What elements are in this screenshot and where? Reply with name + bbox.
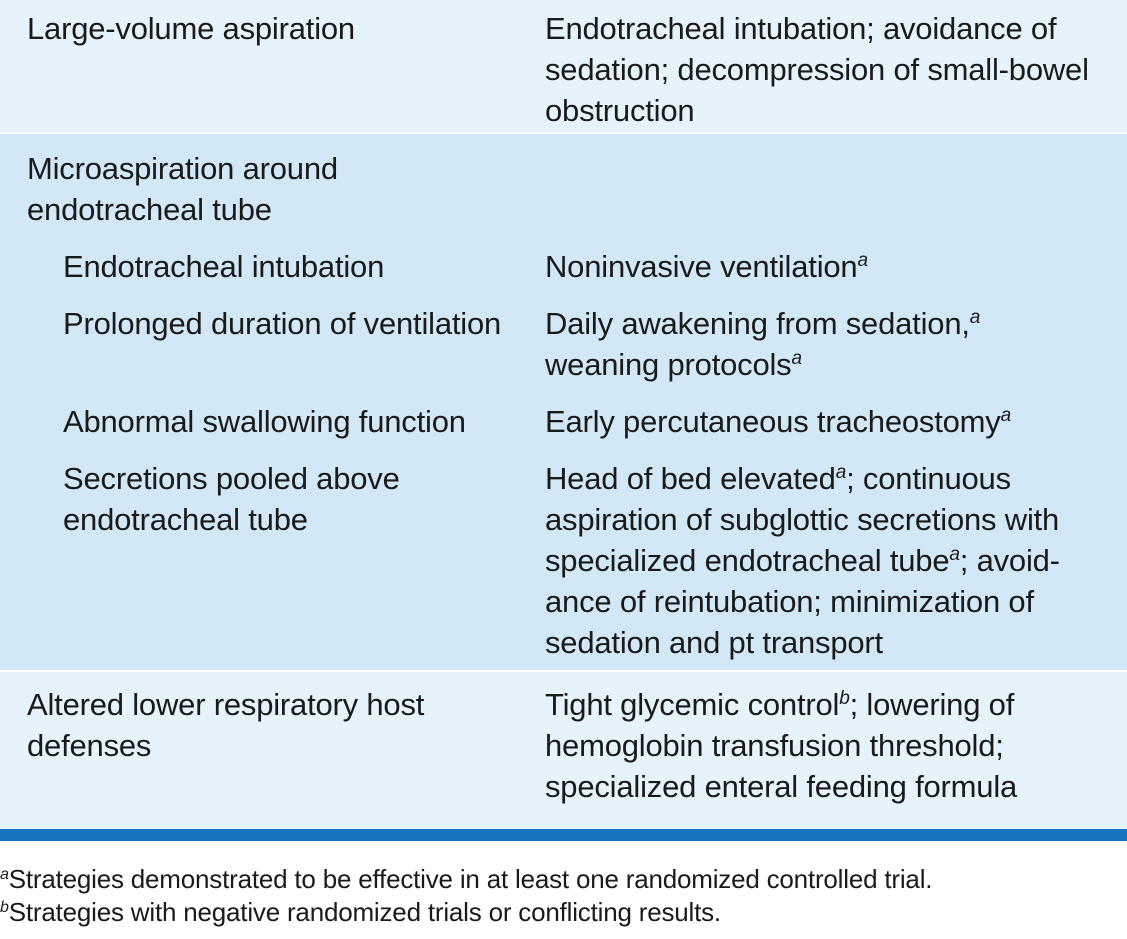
- risk-factor-cell: Microaspiration around endotracheal tube: [27, 151, 338, 227]
- footnote-mark: a: [1000, 405, 1011, 426]
- risk-factor-cell: Abnormal swallowing function: [63, 404, 466, 439]
- strategy-text: Daily awakening from sedation,: [545, 306, 970, 341]
- table-row: [0, 303, 1127, 385]
- strategy-cell: [520, 8, 1120, 131]
- table-bottom-rule: [0, 829, 1127, 841]
- section-altered-host-defenses: [0, 672, 1127, 831]
- footnote-b: [0, 896, 1127, 929]
- strategy-cell: [520, 401, 1120, 442]
- table-row: [0, 0, 1127, 131]
- footnote-a: [0, 863, 1127, 896]
- risk-factor-cell: Endotracheal intubation: [63, 249, 385, 284]
- strategy-text: Head of bed elevated: [545, 461, 836, 496]
- table-row: [0, 458, 1127, 663]
- section-large-volume-aspiration: [0, 0, 1127, 134]
- footnote-mark: b: [839, 688, 850, 709]
- footnotes: [0, 863, 1127, 929]
- footnote-mark: a: [969, 307, 981, 328]
- risk-factor-cell: Large-volume aspiration: [27, 11, 355, 46]
- footnote-text: Strategies with negative randomized trials or conflicting results.: [8, 897, 721, 927]
- table-row: [0, 246, 1127, 287]
- footnote-mark: a: [857, 250, 868, 271]
- footnote-mark: a: [835, 462, 847, 483]
- table-row: [0, 134, 1127, 230]
- strategy-cell: [520, 246, 1120, 287]
- strategy-text: Early percutaneous tracheostomy: [545, 404, 1001, 439]
- footnote-mark: a: [0, 866, 9, 883]
- strategy-cell: [520, 684, 1120, 807]
- section-microaspiration: [0, 134, 1127, 672]
- strategy-cell: [520, 303, 1120, 385]
- strategy-text: Tight glycemic control: [545, 687, 840, 722]
- strategy-text: weaning protocols: [545, 347, 792, 382]
- strategy-text: Noninvasive ventilation: [545, 249, 858, 284]
- table-row: [0, 672, 1127, 807]
- footnote-mark: b: [0, 899, 9, 916]
- strategy-text: ; continuous aspiration of subglottic secretions with specialized endotracheal tube: [545, 461, 1060, 578]
- table-row: [0, 401, 1127, 442]
- strategy-text: ; lowering of hemoglobin transfusion threshold; specialized enteral feeding formula: [545, 687, 1018, 804]
- footnote-mark: a: [949, 544, 960, 565]
- footnote-mark: a: [791, 348, 802, 369]
- risk-factor-cell: Altered lower respiratory host defenses: [27, 687, 425, 763]
- strategy-text: Endotracheal intubation; avoidance of sedation; decompression of small-bowel obstruction: [545, 11, 1089, 128]
- risk-factor-cell: Prolonged duration of ventilation: [63, 306, 502, 341]
- risk-factor-cell: Secretions pooled above endotracheal tube: [63, 461, 400, 537]
- strategy-text: ; avoid-ance of reintubation; minimization of sedation and pt transport: [545, 543, 1060, 660]
- footnote-text: Strategies demonstrated to be effective in at least one randomized controlled trial.: [8, 864, 933, 894]
- strategy-cell: [520, 458, 1120, 663]
